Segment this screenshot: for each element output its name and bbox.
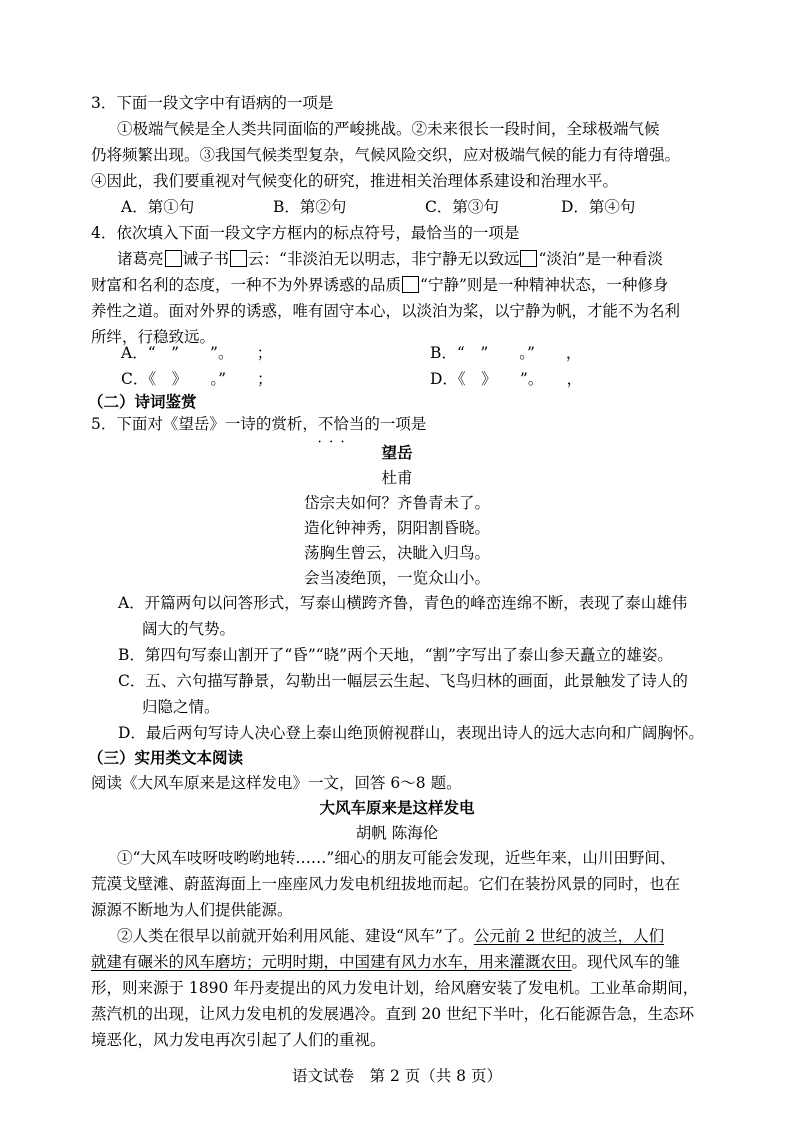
q4-l1b: 诫子书 xyxy=(182,250,230,268)
q5-option-a-line1: A．开篇两句以问答形式，写泰山横跨齐鲁，青色的峰峦连绵不断，表现了泰山雄伟 xyxy=(118,594,688,612)
q4-text-line4: 所绊，行稳致远。 xyxy=(91,328,216,346)
article-p1-line1: ①“大风车吱呀吱哟哟地转……”细心的朋友可能会发现，近些年来，山川田野间、 xyxy=(117,849,676,867)
q5-option-c-line2: 归隐之情。 xyxy=(142,698,220,716)
article-p2-line3: 形，则来源于 1890 年丹麦提出的风力发电计划，给风磨安装了发电机。工业革命期间， xyxy=(91,979,699,997)
poem-line-4: 会当凌绝顶，一览众山小。 xyxy=(303,569,490,587)
blank-box-4 xyxy=(402,276,419,293)
q4-stem: 4．依次填入下面一段文字方框内的标点符号，最恰当的一项是 xyxy=(91,224,520,242)
article-p1-line3: 源源不断地为人们提供能源。 xyxy=(91,901,293,919)
q4-text-line1 xyxy=(117,246,663,272)
poem-line-1: 岱宗夫如何？齐鲁青未了。 xyxy=(303,494,490,512)
article-p1-line2: 荒漠戈壁滩、蔚蓝海面上一座座风力发电机纽拔地而起。它们在装扮风景的同时，也在 xyxy=(91,875,681,893)
poem-author: 杜甫 xyxy=(381,469,413,487)
q5-option-d: D．最后两句写诗人决心登上泰山绝顶俯视群山，表现出诗人的远大志向和广阔胸怀。 xyxy=(118,724,704,742)
q5-stem-c: 的一项是 xyxy=(364,415,427,433)
section-2-heading: （二）诗词鉴赏 xyxy=(88,393,197,411)
underlined-sentence-part2: 就建有碾米的风车磨坊；元明时期，中国建有风力水车，用来灌溉农田 xyxy=(91,953,572,971)
article-p2-line4: 蒸汽机的出现，让风力发电机的发展遇冷。直到 20 世纪下半叶，化石能源告急，生态环 xyxy=(91,1005,695,1023)
q5-stem-a: 5．下面对《望岳》一诗的赏析， xyxy=(91,415,318,433)
reading-intro: 阅读《大风车原来是这样发电》一文，回答 6～8 题。 xyxy=(91,774,462,792)
underlined-sentence-part1: 公元前 2 世纪的波兰，人们 xyxy=(473,927,665,945)
q4-l1a: 诸葛亮 xyxy=(117,250,164,268)
poem-line-3: 荡胸生曾云，决眦入归鸟。 xyxy=(303,544,490,562)
q4-option-d: D．《 》 ”。 ， xyxy=(430,370,583,388)
q4-option-c: C．《 》 。” ； xyxy=(121,370,273,388)
q4-text-line3: 养性之道。面对外界的诱惑，唯有固守本心，以淡泊为桨，以宁静为帆，才能不为名利 xyxy=(91,302,681,320)
q4-l1d: “淡泊”是一种看淡 xyxy=(538,250,663,268)
q5-option-c-line1: C．五、六句描写静景，勾勒出一幅层云生起、飞鸟归林的画面，此景触发了诗人的 xyxy=(118,672,688,690)
blank-box-3 xyxy=(520,250,537,267)
q5-emphasis: 不恰当 • • • xyxy=(318,415,365,433)
q3-option-d: D．第④句 xyxy=(561,198,636,216)
q3-text-line3: ④因此，我们要重视对气候变化的研究，推进相关治理体系建设和治理水平。 xyxy=(91,172,619,190)
poem-title: 望岳 xyxy=(381,444,413,462)
article-p2-line1 xyxy=(117,923,664,949)
q3-text-line2: 仍将频繁出现。③我国气候类型复杂，气候风险交织，应对极端气候的能力有待增强。 xyxy=(91,146,681,164)
article-title: 大风车原来是这样发电 xyxy=(319,799,475,817)
q3-option-c: C．第③句 xyxy=(425,198,499,216)
q3-text-line1: ①极端气候是全人类共同面临的严峻挑战。②未来很长一段时间，全球极端气候 xyxy=(117,120,660,138)
q5-option-a-line2: 阔大的气势。 xyxy=(142,620,236,638)
q3-option-a: A．第①句 xyxy=(121,198,195,216)
poem-line-2: 造化钟神秀，阴阳割昏晓。 xyxy=(303,519,490,537)
blank-box-1 xyxy=(165,250,182,267)
q4-option-a: A．“ ” ”。 ； xyxy=(121,344,273,362)
q3-stem: 3．下面一段文字中有语病的一项是 xyxy=(91,94,334,112)
page-footer: 语文试卷 第 2 页（共 8 页） xyxy=(292,1067,502,1085)
article-authors: 胡帆 陈海伦 xyxy=(355,824,439,842)
blank-box-2 xyxy=(230,250,247,267)
article-p2-line5: 境恶化，风力发电再次引起了人们的重视。 xyxy=(91,1031,386,1049)
article-p2-plain: ②人类在很早以前就开始利用风能、建设“风车”了。 xyxy=(117,927,474,945)
article-p2-rest: 。现代风车的雏 xyxy=(571,953,681,971)
q5-option-b: B．第四句写泰山割开了“昏”“晓”两个天地，“割”字写出了泰山参天矗立的雄姿。 xyxy=(118,646,673,664)
q4-option-b: B．“ ” 。” ， xyxy=(430,344,582,362)
q4-text-line2 xyxy=(91,272,668,298)
q4-l1c: 云：“非淡泊无以明志，非宁静无以致远 xyxy=(248,250,520,268)
section-3-heading: （三）实用类文本阅读 xyxy=(88,749,244,767)
q4-l2b: “宁静”则是一种精神状态，一种修身 xyxy=(420,276,669,294)
q4-l2a: 财富和名利的态度，一种不为外界诱惑的品质 xyxy=(91,276,402,294)
q5-stem xyxy=(91,411,426,437)
article-p2-line2 xyxy=(91,949,680,975)
q3-option-b: B．第②句 xyxy=(273,198,347,216)
